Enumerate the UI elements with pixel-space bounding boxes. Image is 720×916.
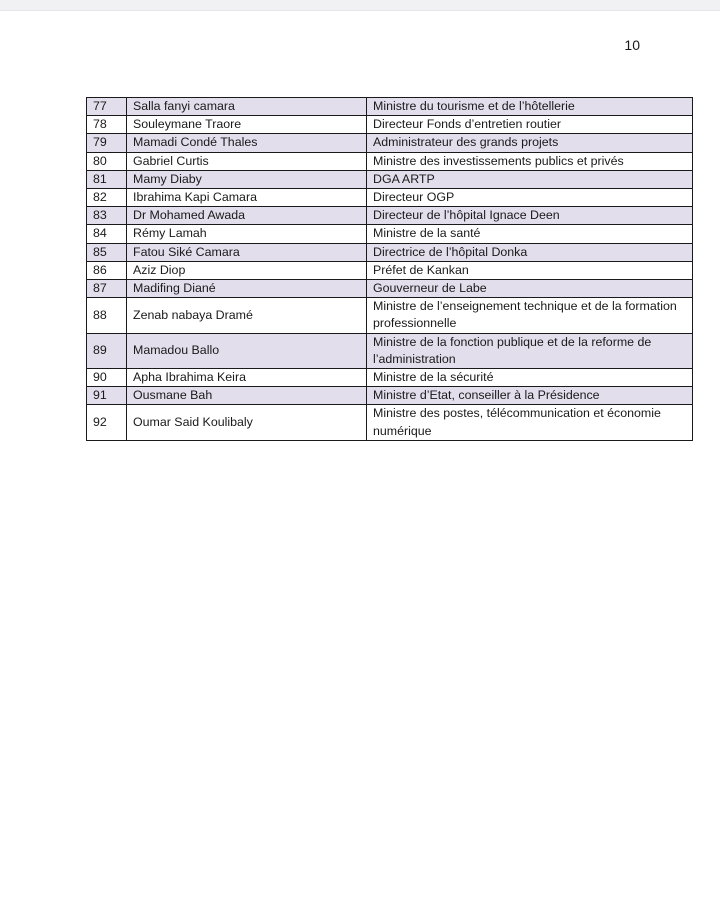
row-number-cell: 91 (87, 387, 127, 405)
row-number-cell: 83 (87, 207, 127, 225)
row-number-cell: 85 (87, 243, 127, 261)
name-cell: Madifing Diané (127, 280, 367, 298)
name-cell: Dr Mohamed Awada (127, 207, 367, 225)
page-number: 10 (624, 37, 640, 53)
row-number-cell: 88 (87, 298, 127, 333)
role-cell: Ministre de la fonction publique et de la reforme de l’administration (367, 333, 693, 368)
row-number-cell: 84 (87, 225, 127, 243)
table-row (87, 405, 693, 440)
role-cell: Administrateur des grands projets (367, 134, 693, 152)
name-cell: Salla fanyi camara (127, 98, 367, 116)
row-number-cell: 82 (87, 189, 127, 207)
role-cell: Ministre du tourisme et de l’hôtellerie (367, 98, 693, 116)
role-cell: Directrice de l’hôpital Donka (367, 243, 693, 261)
table-row (87, 298, 693, 333)
officials-table (86, 97, 693, 441)
name-cell: Rémy Lamah (127, 225, 367, 243)
name-cell: Gabriel Curtis (127, 152, 367, 170)
table-row (87, 152, 693, 170)
name-cell: Souleymane Traore (127, 116, 367, 134)
viewer-top-strip (0, 0, 720, 11)
role-cell: Directeur Fonds d’entretien routier (367, 116, 693, 134)
row-number-cell: 87 (87, 280, 127, 298)
row-number-cell: 79 (87, 134, 127, 152)
row-number-cell: 80 (87, 152, 127, 170)
name-cell: Ibrahima Kapi Camara (127, 189, 367, 207)
table-row (87, 98, 693, 116)
table-row (87, 280, 693, 298)
row-number-cell: 92 (87, 405, 127, 440)
name-cell: Mamadou Ballo (127, 333, 367, 368)
role-cell: Gouverneur de Labe (367, 280, 693, 298)
role-cell: DGA ARTP (367, 170, 693, 188)
name-cell: Oumar Said Koulibaly (127, 405, 367, 440)
table-row (87, 333, 693, 368)
name-cell: Fatou Siké Camara (127, 243, 367, 261)
table-row (87, 189, 693, 207)
row-number-cell: 77 (87, 98, 127, 116)
role-cell: Ministre des investissements publics et privés (367, 152, 693, 170)
row-number-cell: 90 (87, 369, 127, 387)
row-number-cell: 89 (87, 333, 127, 368)
table-row (87, 387, 693, 405)
table-row (87, 369, 693, 387)
role-cell: Ministre de la santé (367, 225, 693, 243)
name-cell: Ousmane Bah (127, 387, 367, 405)
role-cell: Ministre des postes, télécommunication et économie numérique (367, 405, 693, 440)
role-cell: Ministre de la sécurité (367, 369, 693, 387)
role-cell: Préfet de Kankan (367, 261, 693, 279)
row-number-cell: 78 (87, 116, 127, 134)
row-number-cell: 81 (87, 170, 127, 188)
name-cell: Aziz Diop (127, 261, 367, 279)
role-cell: Directeur OGP (367, 189, 693, 207)
table-row (87, 207, 693, 225)
name-cell: Mamy Diaby (127, 170, 367, 188)
name-cell: Zenab nabaya Dramé (127, 298, 367, 333)
table-row (87, 243, 693, 261)
name-cell: Apha Ibrahima Keira (127, 369, 367, 387)
table-row (87, 261, 693, 279)
table-row (87, 116, 693, 134)
officials-table-body (87, 98, 693, 441)
table-row (87, 225, 693, 243)
row-number-cell: 86 (87, 261, 127, 279)
role-cell: Ministre de l’enseignement technique et de la formation professionnelle (367, 298, 693, 333)
table-row (87, 170, 693, 188)
role-cell: Ministre d’Etat, conseiller à la Présidence (367, 387, 693, 405)
name-cell: Mamadi Condé Thales (127, 134, 367, 152)
table-row (87, 134, 693, 152)
role-cell: Directeur de l’hôpital Ignace Deen (367, 207, 693, 225)
